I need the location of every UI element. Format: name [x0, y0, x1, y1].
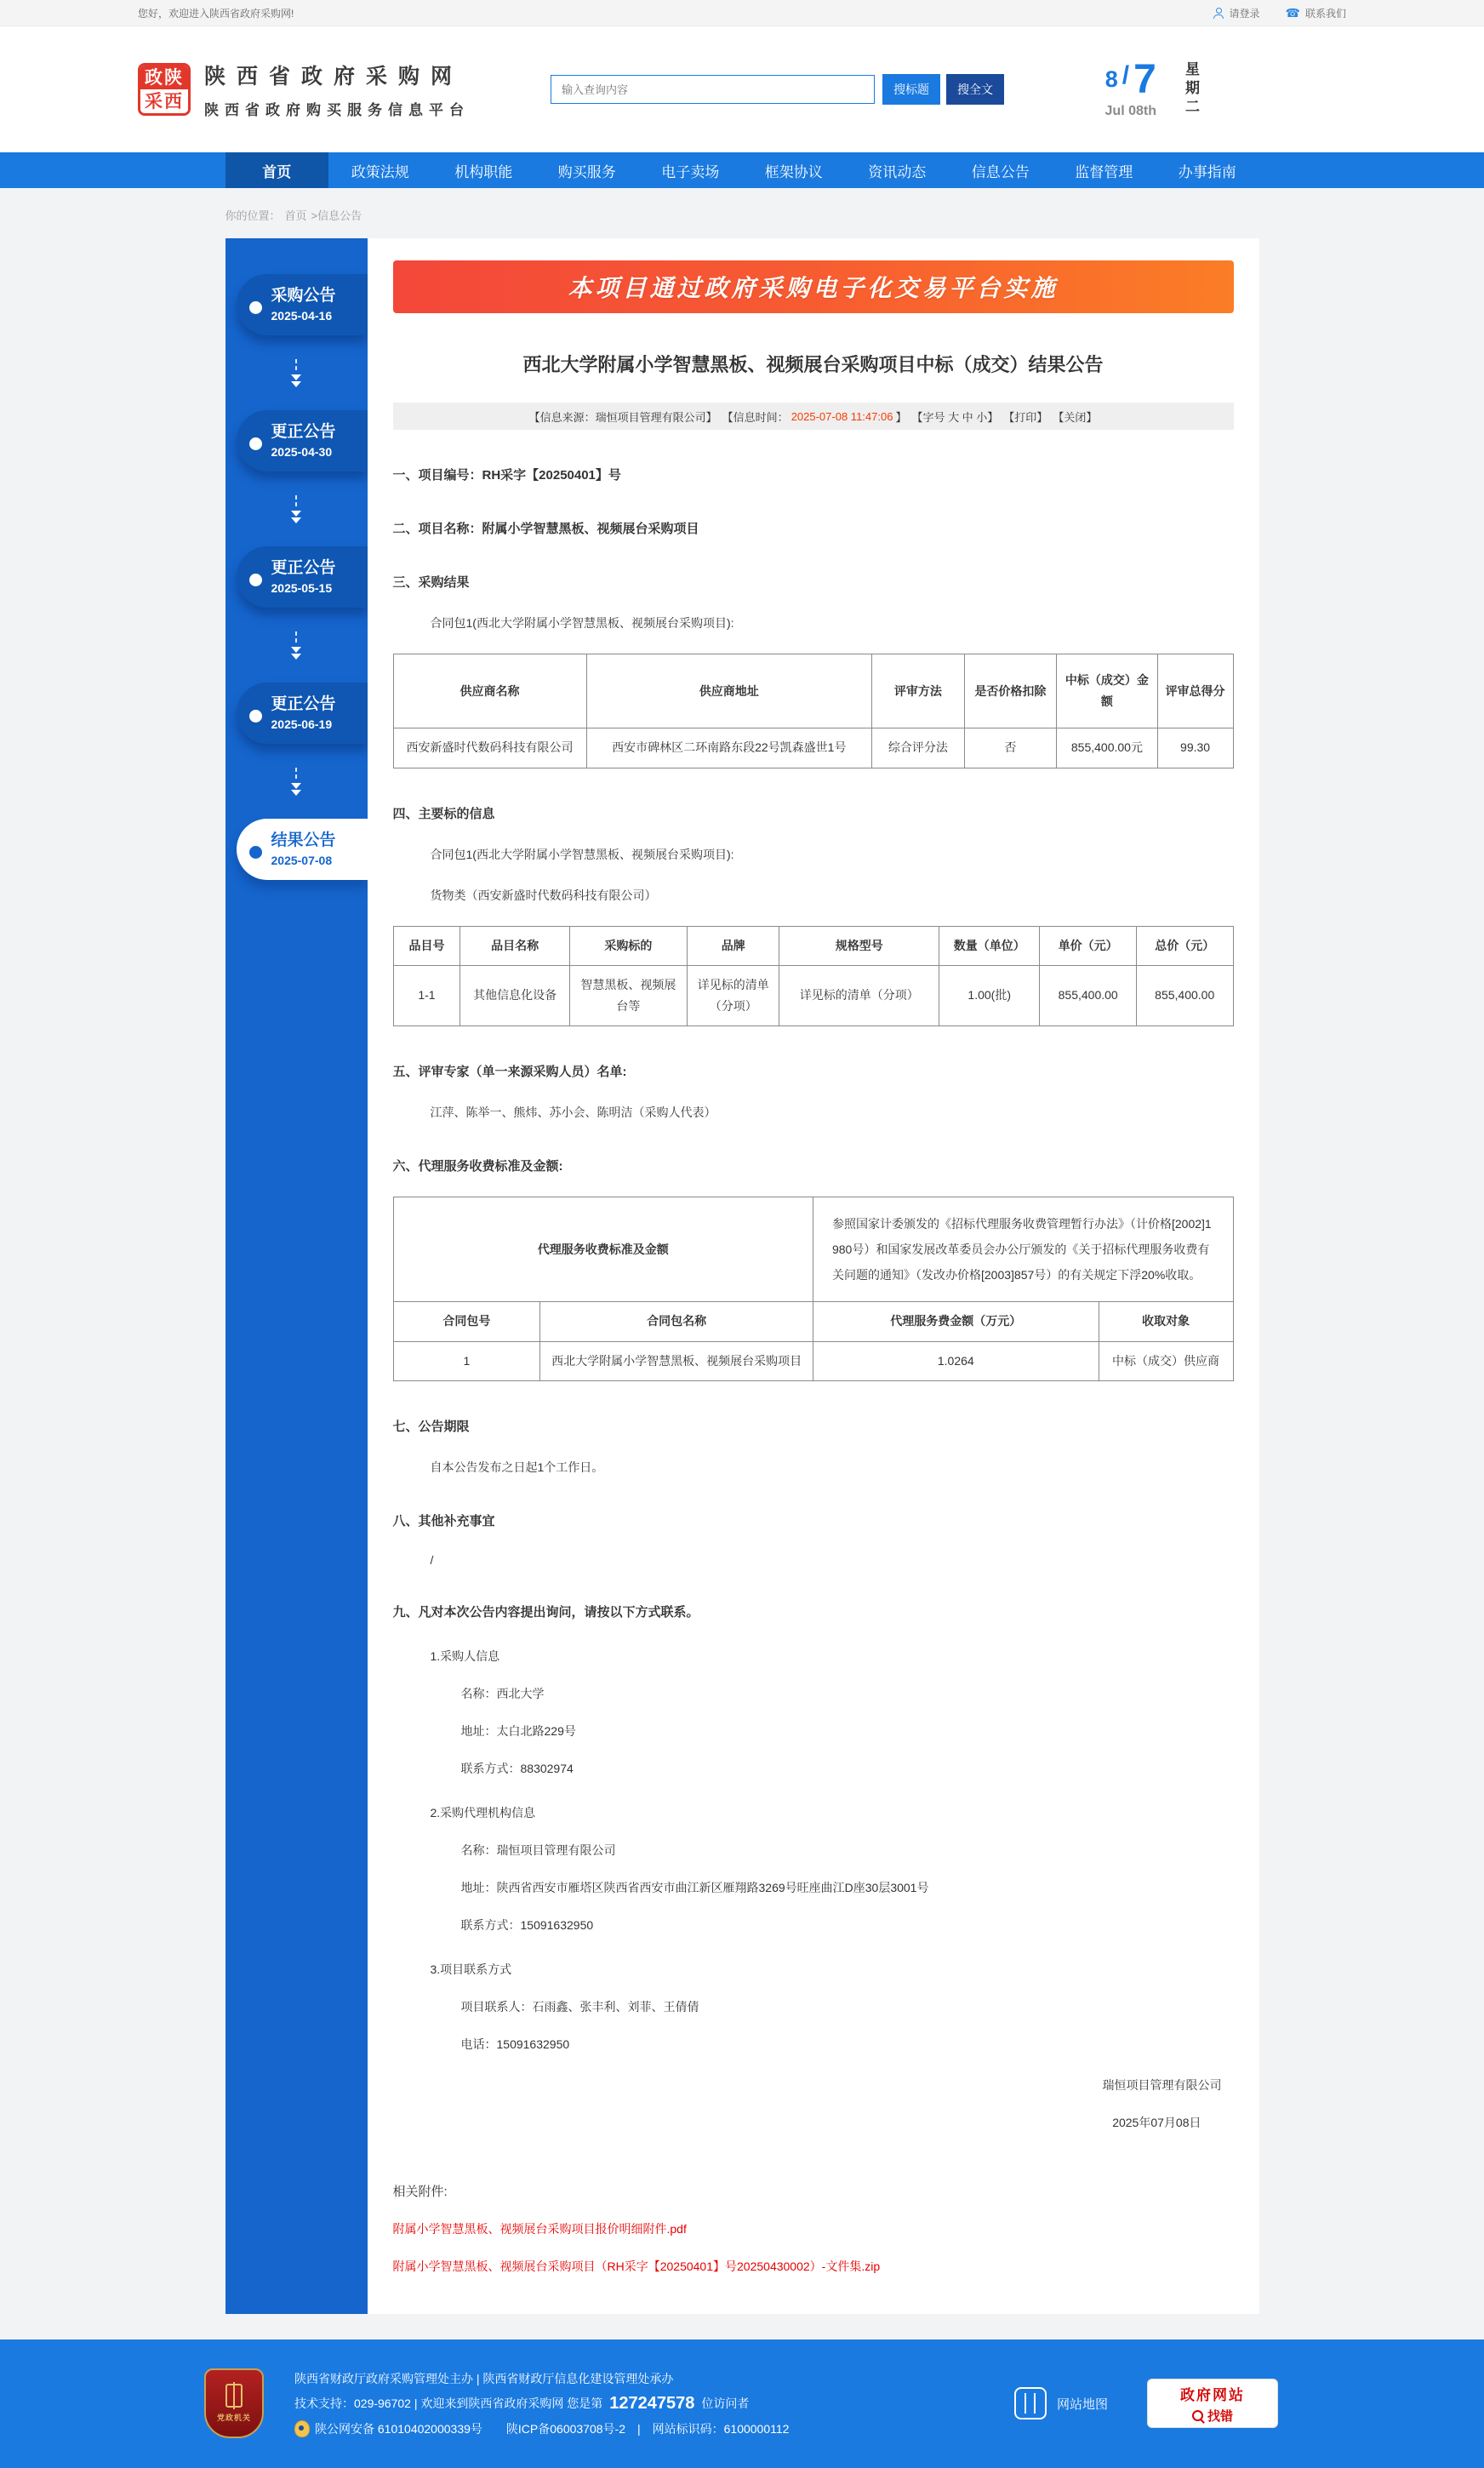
section-agency-fee: 六、代理服务收费标准及金额: [392, 1159, 563, 1174]
phone-icon [1286, 7, 1300, 20]
signoff-company: 瑞恒项目管理有限公司 [1102, 2077, 1222, 2092]
section-subject-info: 四、主要标的信息 [392, 806, 495, 821]
fee-standard-text-cell: 参照国家计委颁发的《招标代理服务收费管理暂行办法》（计价格[2002]1980号）和国家发展改革委员会办公厅颁发的《关于招标代理服务收费有关问题的通知》（发改办价格[2003]857号）的有关规定下浮20%收取。 [813, 1197, 1233, 1302]
breadcrumb [225, 188, 1259, 238]
column-header: 合同包号 [393, 1302, 540, 1341]
nav-item-policies[interactable]: 政策法规 [351, 163, 409, 180]
date-day: 7 [1133, 57, 1156, 102]
notice-period-text: 自本公告发布之日起1个工作日。 [430, 1460, 604, 1474]
table-row [393, 965, 1233, 1025]
date-slash: / [1122, 61, 1130, 89]
package-number-cell: 1 [393, 1341, 540, 1380]
site-subtitle: 陕西省政府购买服务信息平台 [204, 102, 470, 118]
sidebar-item-procurement-notice[interactable] [237, 274, 368, 335]
column-header: 供应商名称 [393, 654, 586, 728]
purchaser-address: 地址：太白北路229号 [460, 1723, 576, 1738]
date-english: Jul 08th [1104, 104, 1156, 118]
sidebar-item-date: 2025-04-16 [271, 309, 333, 323]
print-button[interactable]: 【打印】 [1003, 410, 1048, 424]
meta-source: 【信息来源：瑞恒项目管理有限公司】 [528, 410, 717, 424]
attachments-title: 相关附件: [392, 2184, 448, 2199]
sidebar-item-title: 采购公告 [271, 286, 336, 305]
contract-package-line: 合同包1(西北大学附属小学智慧黑板、视频展台采购项目): [430, 616, 734, 630]
agency-fee-table [393, 1197, 1234, 1381]
section-inquiries: 九、凡对本次公告内容提出询问，请按以下方式联系。 [392, 1604, 699, 1620]
agency-address: 地址：陕西省西安市雁塔区陕西省西安市曲江新区雁翔路3269号旺座曲江D座30层3001号 [460, 1880, 929, 1894]
section-project-number: 一、项目编号：RH采字【20250401】号 [392, 468, 621, 483]
main-nav [0, 152, 1484, 188]
project-contact-phone: 电话：15091632950 [460, 2037, 570, 2051]
quantity-cell: 1.00(批) [939, 965, 1040, 1025]
nav-item-guide[interactable]: 办事指南 [1178, 163, 1236, 180]
meta-time: 2025-07-08 11:47:06 [791, 409, 893, 423]
down-arrow-icon [225, 335, 368, 410]
supplier-name-cell: 西安新盛时代数码科技有限公司 [393, 728, 586, 768]
signoff-date: 2025年07月08日 [1112, 2115, 1201, 2129]
sidebar-item-title: 更正公告 [271, 694, 336, 713]
spec-model-cell: 详见标的清单（分项） [779, 965, 939, 1025]
sidebar-item-correction-notice-3[interactable] [237, 683, 368, 744]
meta-time-prefix: 【信息时间： [722, 410, 789, 424]
footer-divider: | [636, 2421, 641, 2436]
down-arrow-icon [225, 744, 368, 819]
section-experts: 五、评审专家（单一来源采购人员）名单: [392, 1065, 627, 1080]
column-header: 中标（成交）金额 [1057, 654, 1157, 728]
article-panel [368, 238, 1259, 2314]
site-footer [0, 2339, 1484, 2468]
weekday-label: 星期二 [1183, 61, 1199, 117]
login-label: 请登录 [1229, 7, 1260, 20]
column-header: 评审总得分 [1157, 654, 1233, 728]
column-header: 供应商地址 [586, 654, 872, 728]
date-month: 8 [1104, 66, 1118, 92]
unit-price-cell: 855,400.00 [1040, 965, 1137, 1025]
sidebar-item-correction-notice-1[interactable] [237, 410, 368, 471]
section-procurement-result: 三、采购结果 [392, 575, 470, 590]
sidebar-item-date: 2025-04-30 [271, 445, 333, 460]
project-contact-title: 3.项目联系方式 [430, 1962, 512, 1976]
column-header: 总价（元） [1136, 926, 1233, 965]
site-title: 陕西省政府采购网 [204, 65, 464, 89]
purchaser-info-title: 1.采购人信息 [430, 1648, 500, 1663]
subject-info-table [393, 926, 1234, 1027]
column-header: 合同包名称 [540, 1302, 813, 1341]
footer-registration-line [294, 2420, 789, 2437]
topbar [0, 0, 1484, 26]
nav-item-functions[interactable]: 机构职能 [454, 163, 513, 180]
gov-site-error-report-badge[interactable] [1147, 2379, 1278, 2428]
total-price-cell: 855,400.00 [1136, 965, 1233, 1025]
down-arrow-icon [225, 471, 368, 546]
procurement-result-table [393, 654, 1234, 768]
emblem-torch-icon [225, 2384, 243, 2408]
attachment-link-pdf[interactable]: 附属小学智慧黑板、视频展台采购项目报价明细附件.pdf [392, 2221, 687, 2236]
timeline-dot-icon [249, 574, 262, 586]
search-title-button[interactable]: 搜标题 [882, 74, 940, 105]
nav-item-announcements[interactable]: 信息公告 [971, 163, 1030, 180]
purchaser-phone: 联系方式：88302974 [460, 1761, 574, 1775]
project-contact-names: 项目联系人：石雨鑫、张丰利、刘菲、王倩倩 [460, 1999, 699, 2014]
sidebar-item-title: 结果公告 [271, 831, 336, 849]
breadcrumb-home-link[interactable]: 首页 [284, 209, 307, 222]
close-button[interactable]: 【关闭】 [1053, 410, 1098, 424]
timeline-dot-icon [249, 301, 262, 314]
item-number-cell: 1-1 [393, 965, 460, 1025]
column-header: 数量（单位） [939, 926, 1040, 965]
sitemap-link[interactable] [1014, 2387, 1108, 2419]
icp-record-link[interactable]: 陕ICP备06003708号-2 [505, 2421, 625, 2436]
section-notice-period: 七、公告期限 [392, 1419, 470, 1434]
emblem-label: 党政机关 [216, 2414, 251, 2423]
sidebar-item-title: 更正公告 [271, 422, 336, 441]
contract-package-line: 合同包1(西北大学附属小学智慧黑板、视频展台采购项目): [430, 847, 734, 861]
agency-info-title: 2.采购代理机构信息 [430, 1805, 536, 1820]
search-bar [551, 74, 1004, 105]
column-header: 采购标的 [569, 926, 687, 965]
timeline-dot-icon [249, 437, 262, 450]
badge-gov-site-label: 政府网站 [1180, 2386, 1245, 2403]
site-code: 网站标识码：6100000112 [652, 2421, 790, 2436]
review-score-cell: 99.30 [1157, 728, 1233, 768]
table-row [393, 1341, 1233, 1380]
purchaser-name: 名称：西北大学 [460, 1686, 545, 1700]
section-other-matters: 八、其他补充事宜 [392, 1513, 495, 1528]
sidebar-item-date: 2025-07-08 [271, 854, 333, 868]
meta-time-suffix: 】 [895, 410, 907, 424]
sidebar-item-date: 2025-05-15 [271, 581, 333, 596]
font-size-controls[interactable]: 【字号 大 中 小】 [911, 410, 999, 424]
sidebar-item-title: 更正公告 [271, 558, 336, 577]
fee-payer-cell: 中标（成交）供应商 [1099, 1341, 1233, 1380]
platform-banner: 本项目通过政府采购电子化交易平台实施 [393, 260, 1234, 313]
review-method-cell: 综合评分法 [872, 728, 965, 768]
site-logo [138, 63, 191, 116]
fee-standard-label-cell: 代理服务收费标准及金额 [393, 1197, 813, 1302]
nav-item-home[interactable]: 首页 [225, 152, 329, 188]
table-row [393, 728, 1233, 768]
user-icon [1213, 8, 1224, 19]
login-link[interactable] [1213, 6, 1260, 20]
breadcrumb-current: >信息公告 [311, 209, 362, 222]
column-header: 收取对象 [1099, 1302, 1233, 1341]
breadcrumb-prefix: 你的位置： [225, 209, 281, 222]
article-meta-bar [393, 403, 1234, 430]
other-matters-text: / [430, 1552, 434, 1567]
price-deduction-cell: 否 [964, 728, 1057, 768]
sidebar-item-correction-notice-2[interactable] [237, 546, 368, 608]
section-project-name: 二、项目名称：附属小学智慧黑板、视频展台采购项目 [392, 522, 699, 536]
footer-support-line [294, 2394, 789, 2414]
table-row [393, 1197, 1233, 1302]
logo-bottom-text: 采西 [140, 89, 188, 113]
sidebar-item-date: 2025-06-19 [271, 717, 333, 732]
search-input[interactable] [551, 75, 875, 104]
agency-name: 名称：瑞恒项目管理有限公司 [460, 1842, 616, 1857]
nav-item-purchase-services[interactable]: 购买服务 [557, 163, 616, 180]
search-fulltext-button[interactable]: 搜全文 [946, 74, 1004, 105]
visitor-count: 127247578 [609, 2393, 695, 2413]
gov-agency-emblem [204, 2368, 264, 2438]
column-header: 代理服务费金额（万元） [813, 1302, 1099, 1341]
agency-phone: 联系方式：15091632950 [460, 1917, 594, 1932]
site-header [0, 26, 1484, 152]
column-header: 单价（元） [1040, 926, 1137, 965]
package-name-cell: 西北大学附属小学智慧黑板、视频展台采购项目 [540, 1341, 813, 1380]
timeline-dot-icon [249, 710, 262, 723]
badge-find-error-label: 找错 [1207, 2408, 1233, 2424]
column-header: 品目名称 [460, 926, 569, 965]
contact-link[interactable] [1286, 6, 1346, 20]
item-name-cell: 其他信息化设备 [460, 965, 569, 1025]
column-header: 是否价格扣除 [964, 654, 1057, 728]
magnifier-icon [1192, 2410, 1203, 2421]
page-title: 西北大学附属小学智慧黑板、视频展台采购项目中标（成交）结果公告 [522, 354, 1104, 375]
fee-amount-cell: 1.0264 [813, 1341, 1099, 1380]
nav-item-supervision[interactable]: 监督管理 [1075, 163, 1133, 180]
attachment-link-zip[interactable]: 附属小学智慧黑板、视频展台采购项目（RH采字【20250401】号20250430002）-文件集.zip [392, 2259, 881, 2273]
footer-organizer-line: 陕西省财政厅政府采购管理处主办 | 陕西省财政厅信息化建设管理处承办 [294, 2371, 674, 2385]
award-amount-cell: 855,400.00元 [1057, 728, 1157, 768]
timeline-dot-icon [249, 846, 262, 859]
nav-item-news[interactable]: 资讯动态 [868, 163, 927, 180]
goods-category-line: 货物类（西安新盛时代数码科技有限公司） [430, 888, 657, 902]
police-badge-icon [294, 2420, 310, 2437]
column-header: 品目号 [393, 926, 460, 965]
sitemap-icon [1014, 2387, 1047, 2419]
logo-top-text: 政陕 [140, 66, 188, 89]
support-prefix: 技术支持：029-96702 | 欢迎来到陕西省政府采购网 您是第 [294, 2397, 603, 2411]
supplier-address-cell: 西安市碑林区二环南路东段22号凯森盛世1号 [586, 728, 872, 768]
brand-cell: 详见标的清单（分项） [687, 965, 779, 1025]
procurement-target-cell: 智慧黑板、视频展台等 [569, 965, 687, 1025]
date-widget [1104, 57, 1346, 119]
column-header: 品牌 [687, 926, 779, 965]
sidebar-item-result-notice[interactable] [237, 819, 368, 880]
support-suffix: 位访问者 [701, 2397, 750, 2411]
security-record-link[interactable]: 陕公网安备 61010402000339号 [315, 2421, 482, 2436]
sitemap-label: 网站地图 [1056, 2397, 1108, 2412]
timeline-sidebar [225, 238, 368, 2314]
welcome-text: 您好，欢迎进入陕西省政府采购网! [138, 7, 294, 20]
column-header: 评审方法 [872, 654, 965, 728]
nav-item-e-mall[interactable]: 电子卖场 [661, 163, 720, 180]
expert-names-line: 江萍、陈举一、熊炜、苏小会、陈明洁（采购人代表） [430, 1105, 716, 1120]
down-arrow-icon [225, 608, 368, 683]
column-header: 规格型号 [779, 926, 939, 965]
nav-item-framework[interactable]: 框架协议 [764, 163, 823, 180]
contact-label: 联系我们 [1304, 7, 1346, 20]
